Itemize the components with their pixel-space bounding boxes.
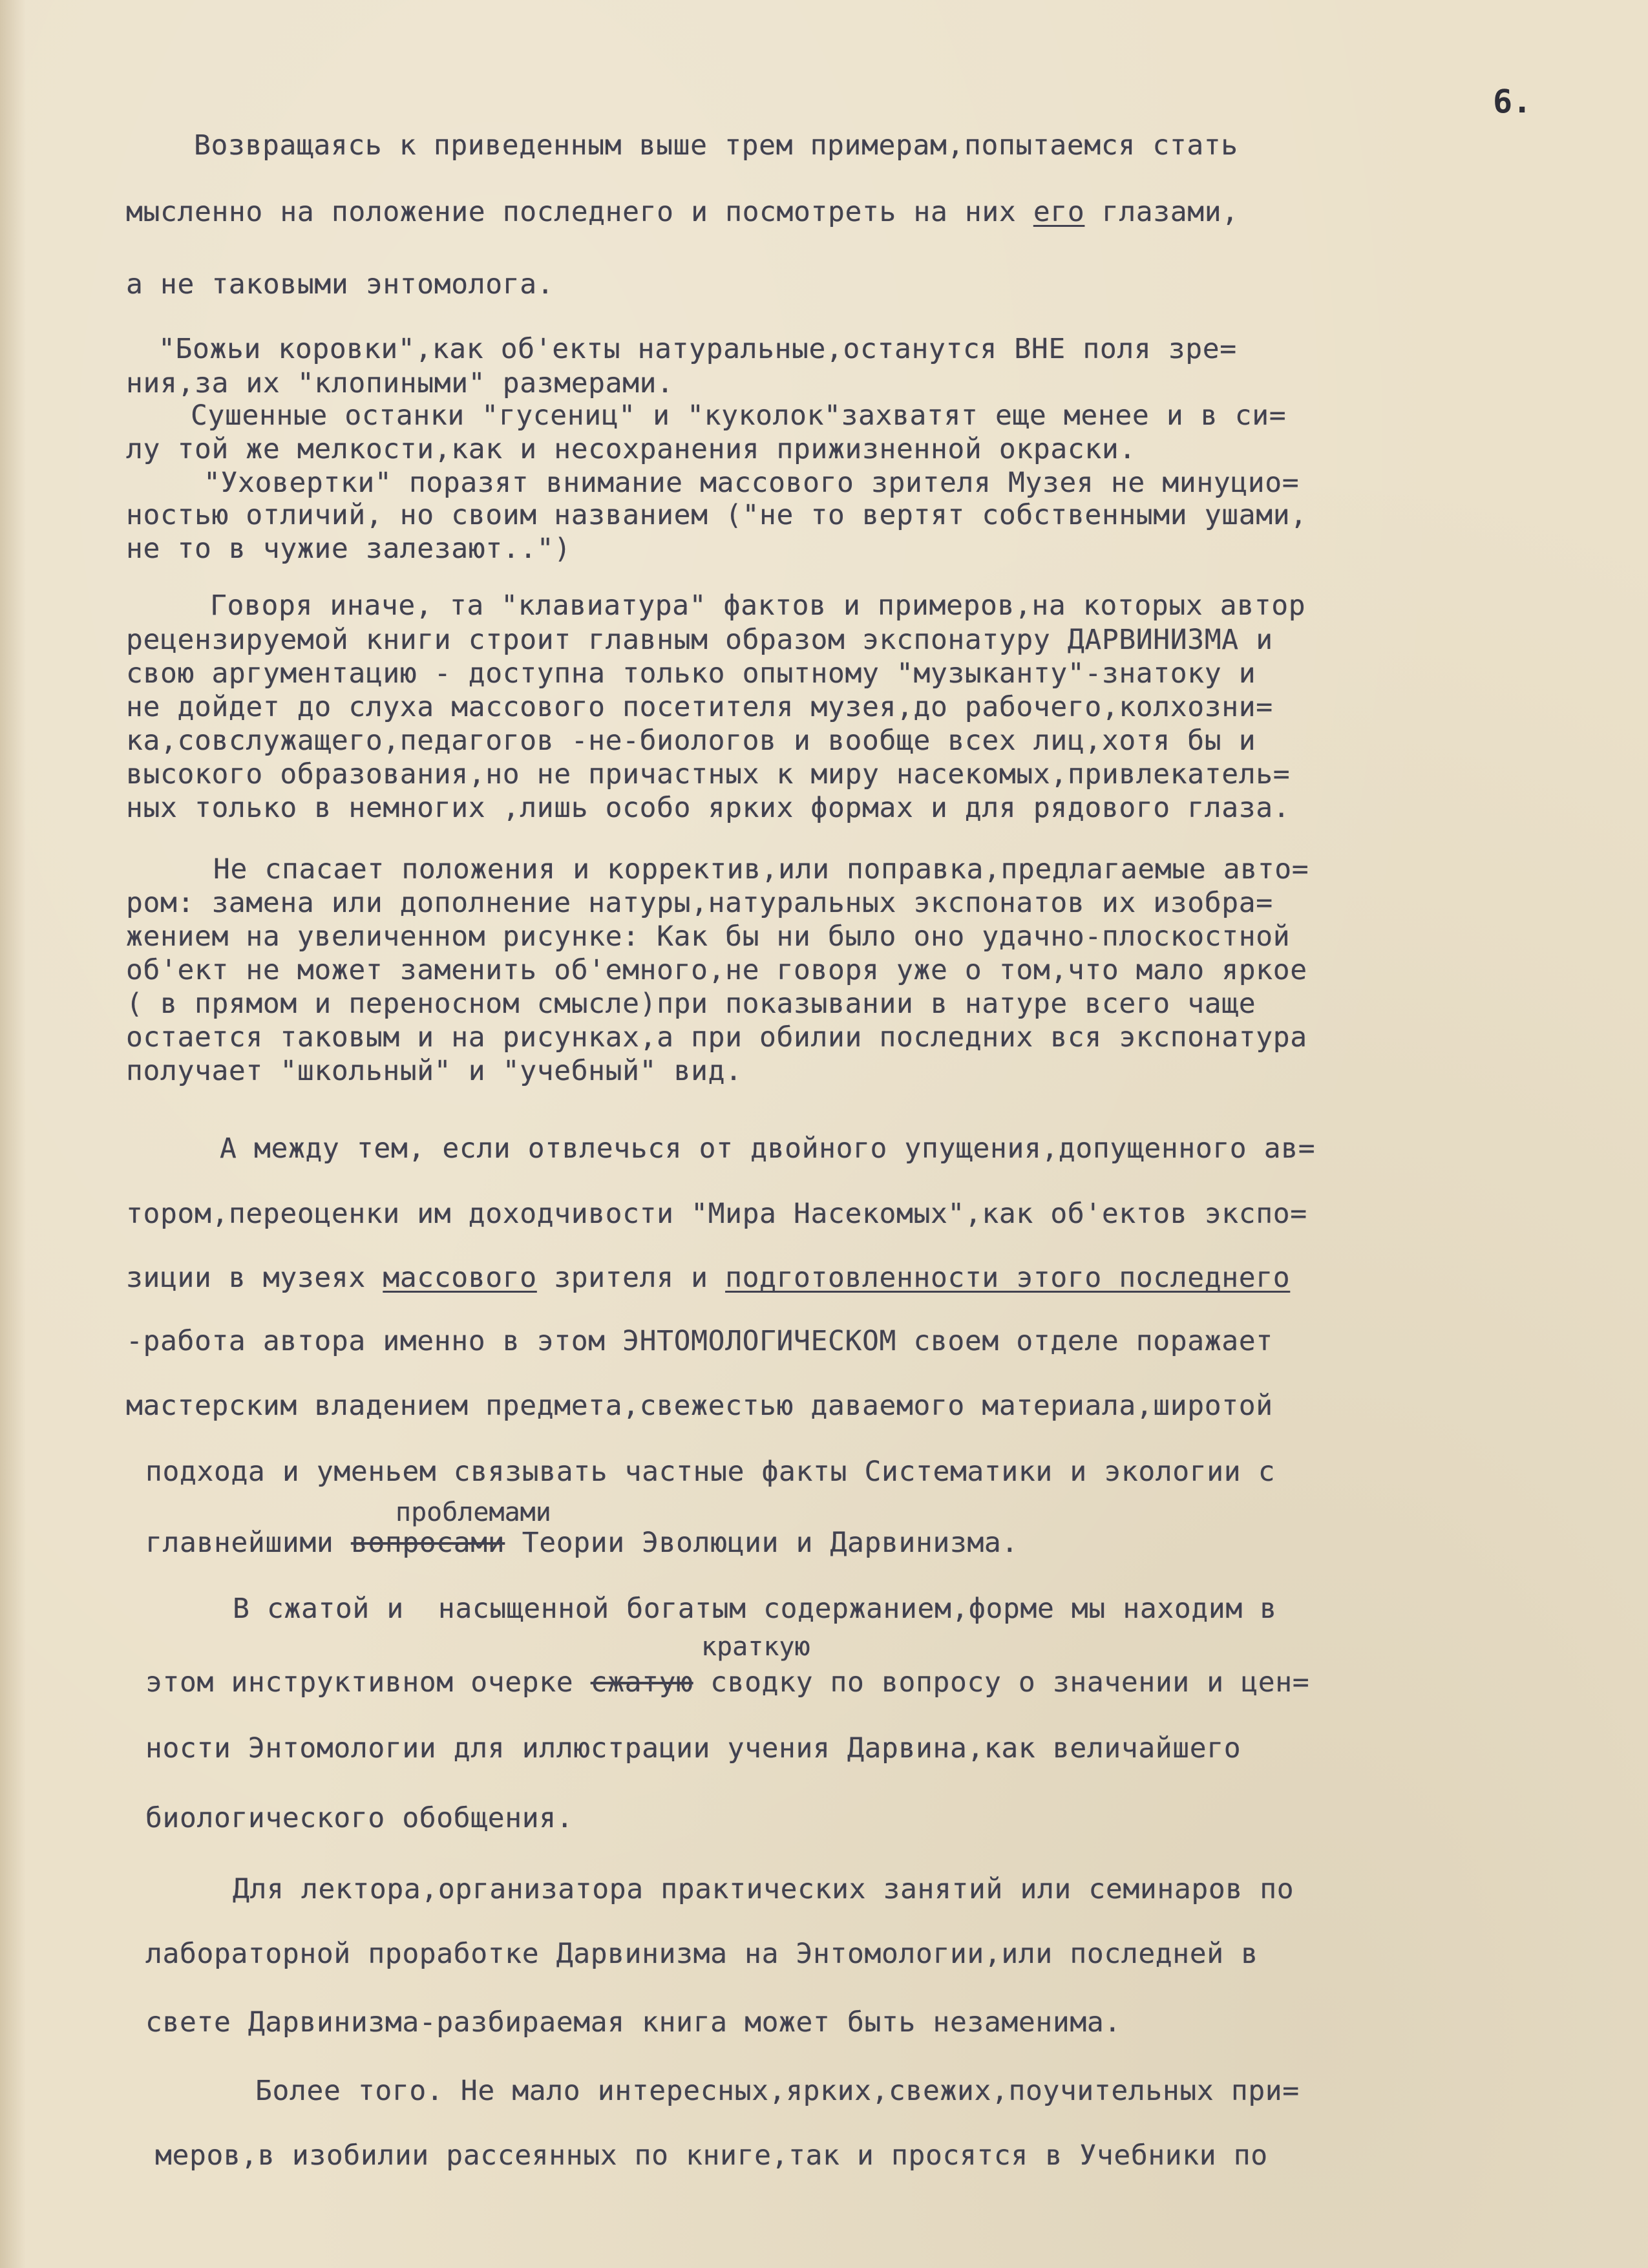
text-line: лу той же мелкости,как и несохранения прижизненной окраски. xyxy=(126,433,1136,465)
text-line: Более того. Не мало интересных,ярких,свежих,поучительных при= xyxy=(255,2075,1300,2107)
underlined-word: его xyxy=(1033,196,1085,228)
text-line: биологического обобщения. xyxy=(145,1802,574,1834)
inserted-word: краткую xyxy=(701,1632,810,1662)
inserted-word: проблемами xyxy=(396,1498,551,1527)
text-line: ( в прямом и переносном смысле)при показывании в натуре всего чаще xyxy=(126,988,1256,1020)
text-line: мастерским владением предмета,свежестью даваемого материала,широтой xyxy=(126,1390,1273,1422)
page-number: 6. xyxy=(1493,83,1532,120)
text-line: не дойдет до слуха массового посетителя музея,до рабочего,колхозни= xyxy=(126,691,1273,723)
text-segment: глазами, xyxy=(1084,196,1239,228)
text-line: Для лектора,организатора практических занятий или семинаров по xyxy=(233,1873,1294,1905)
text-line: -работа автора именно в этом ЭНТОМОЛОГИЧЕСКОМ своем отделе поражает xyxy=(126,1325,1273,1357)
text-line: Сушенные останки "гусениц" и "куколок"захватят еще менее и в си= xyxy=(191,399,1287,432)
text-line: ка,совслужащего,педагогов -не-биологов и вообще всех лиц,хотя бы и xyxy=(126,725,1256,757)
text-line: рецензируемой книги строит главным образом экспонатуру ДАРВИНИЗМА и xyxy=(126,624,1273,656)
text-line: получает "школьный" и "учебный" вид. xyxy=(126,1055,743,1087)
underlined-word: массового xyxy=(383,1262,537,1294)
text-segment: мысленно на положение последнего и посмотреть на них xyxy=(126,196,1033,228)
text-line: свете Дарвинизма-разбираемая книга может быть незаменима. xyxy=(145,2006,1121,2039)
text-line: тором,переоценки им доходчивости "Мира Насекомых",как об'ектов экспо= xyxy=(126,1198,1307,1230)
text-line xyxy=(145,1666,1309,1699)
text-line: Не спасает положения и корректив,или поправка,предлагаемые авто= xyxy=(213,853,1309,885)
text-line: "Божьи коровки",как об'екты натуральные,останутся ВНЕ поля зре= xyxy=(158,333,1237,365)
text-segment: зиции в музеях xyxy=(126,1262,383,1294)
text-line: об'ект не может заменить об'емного,не говоря уже о том,что мало яркое xyxy=(126,954,1307,986)
text-segment: сводку по вопросу о значении и цен= xyxy=(693,1666,1310,1699)
text-line: жением на увеличенном рисунке: Как бы ни было оно удачно-плоскостной xyxy=(126,920,1291,953)
text-line: "Уховертки" поразят внимание массового зрителя Музея не минуцио= xyxy=(204,467,1300,499)
text-line: остается таковым и на рисунках,а при обилии последних вся экспонатура xyxy=(126,1021,1307,1054)
text-line: ности Энтомологии для иллюстрации учения Дарвина,как величайшего xyxy=(145,1732,1241,1765)
text-line: ных только в немногих ,лишь особо ярких формах и для рядового глаза. xyxy=(126,792,1291,824)
underlined-phrase: подготовленности этого последнего xyxy=(725,1262,1291,1294)
struck-word: сжатую xyxy=(590,1666,693,1699)
text-line xyxy=(126,196,1239,228)
text-line: меров,в изобилии рассеянных по книге,так и просятся в Учебники по xyxy=(155,2139,1268,2172)
text-line: Говоря иначе, та "клавиатура" фактов и примеров,на которых автор xyxy=(210,589,1306,622)
struck-word: вопросами xyxy=(350,1527,505,1559)
text-line: а не таковыми энтомолога. xyxy=(126,268,555,301)
text-line: ния,за их "клопиными" размерами. xyxy=(126,367,674,399)
text-line xyxy=(126,1262,1290,1294)
text-line: не то в чужие залезают..") xyxy=(126,533,571,565)
text-line xyxy=(145,1527,1019,1559)
text-line: ром: замена или дополнение натуры,натуральных экспонатов их изобра= xyxy=(126,887,1273,919)
text-line: подхода и уменьем связывать частные факты Систематики и экологии с xyxy=(145,1456,1276,1488)
text-line: В сжатой и насыщенной богатым содержанием,форме мы находим в xyxy=(233,1593,1277,1625)
text-line: ностью отличий, но своим названием ("не то вертят собственными ушами, xyxy=(126,499,1307,531)
text-line: лабораторной проработке Дарвинизма на Энтомологии,или последней в xyxy=(145,1938,1258,1970)
text-line: свою аргументацию - доступна только опытному "музыканту"-знатоку и xyxy=(126,657,1256,690)
text-segment: главнейшими xyxy=(145,1527,351,1559)
text-segment: зрителя и xyxy=(536,1262,726,1294)
text-line: высокого образования,но не причастных к миру насекомых,привлекатель= xyxy=(126,758,1291,790)
text-line: А между тем, если отвлечься от двойного упущения,допущенного ав= xyxy=(220,1132,1316,1165)
text-line: Возвращаясь к приведенным выше трем примерам,попытаемся стать xyxy=(194,129,1238,162)
text-segment: Теории Эволюции и Дарвинизма. xyxy=(505,1527,1019,1559)
text-segment: этом инструктивном очерке xyxy=(145,1666,591,1699)
